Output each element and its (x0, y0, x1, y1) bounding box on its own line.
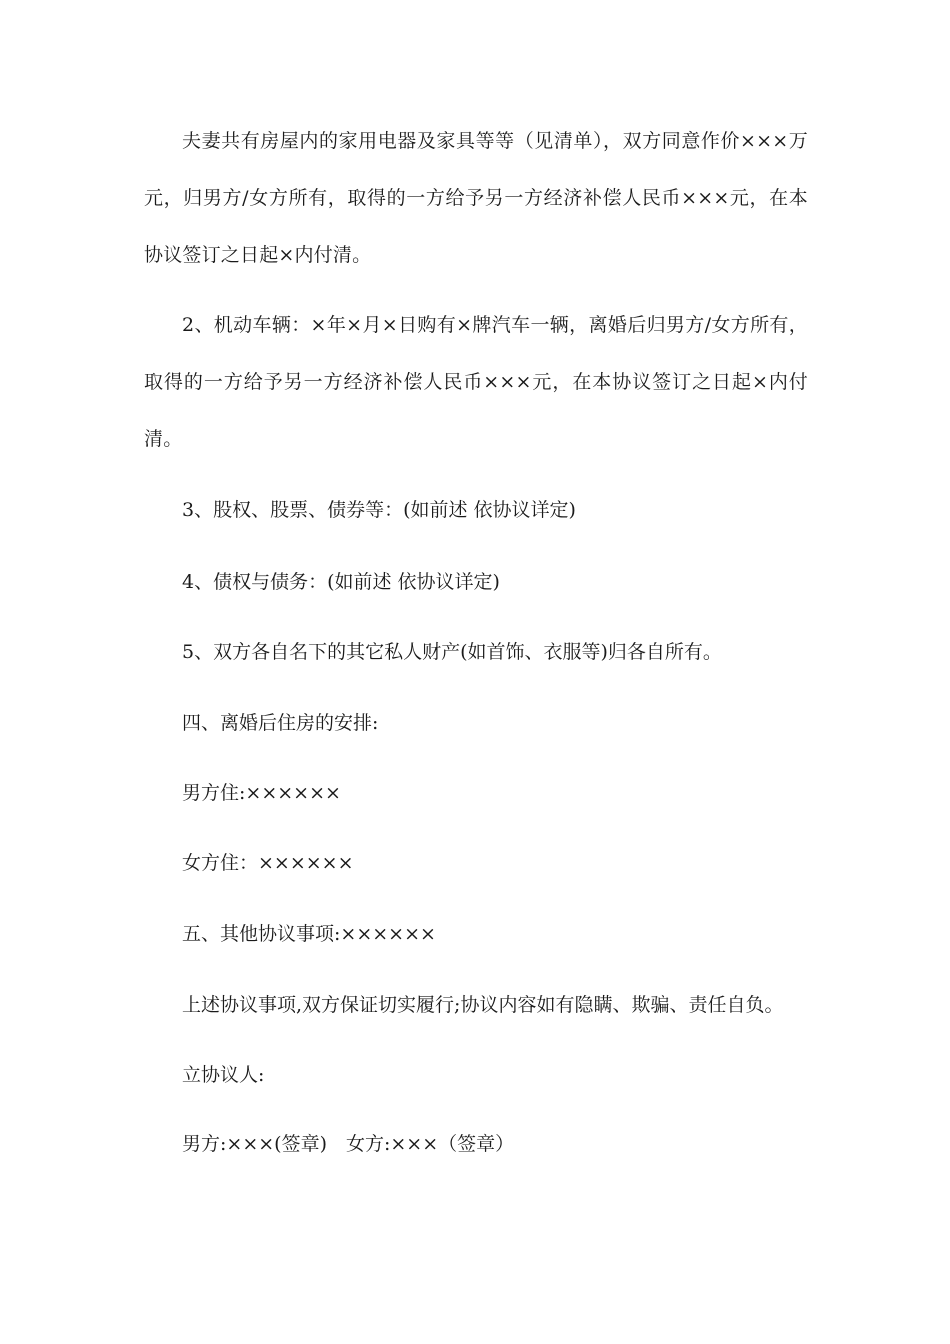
line-signatories-label: 立协议人: (182, 1064, 265, 1086)
line-male-residence: 男方住:×××××× (182, 782, 341, 804)
line-personal-property: 5、双方各自名下的其它私人财产(如首饰、衣服等)归各自所有。 (182, 641, 722, 663)
line-signatures: 男方:×××(签章) 女方:×××（签章） (182, 1133, 515, 1155)
section-heading-other-matters: 五、其他协议事项:×××××× (182, 923, 436, 945)
paragraph-vehicle: 2、机动车辆：×年×月×日购有×牌汽车一辆，离婚后归男方/女方所有，取得的一方给予另一方经济补偿人民币×××元，在本协议签订之日起×内付清。 (144, 314, 808, 450)
line-claims-debts: 4、债权与债务：(如前述 依协议详定) (182, 571, 500, 593)
paragraph-furniture: 夫妻共有房屋内的家用电器及家具等等（见清单），双方同意作价×××万元，归男方/女方所有，取得的一方给予另一方经济补偿人民币×××元，在本协议签订之日起×内付清。 (144, 130, 808, 266)
line-female-residence: 女方住：×××××× (182, 852, 354, 874)
section-heading-housing: 四、离婚后住房的安排: (182, 712, 379, 734)
line-equity-securities: 3、股权、股票、债券等：(如前述 依协议详定) (182, 499, 576, 521)
line-guarantee: 上述协议事项,双方保证切实履行;协议内容如有隐瞒、欺骗、责任自负。 (182, 994, 784, 1016)
